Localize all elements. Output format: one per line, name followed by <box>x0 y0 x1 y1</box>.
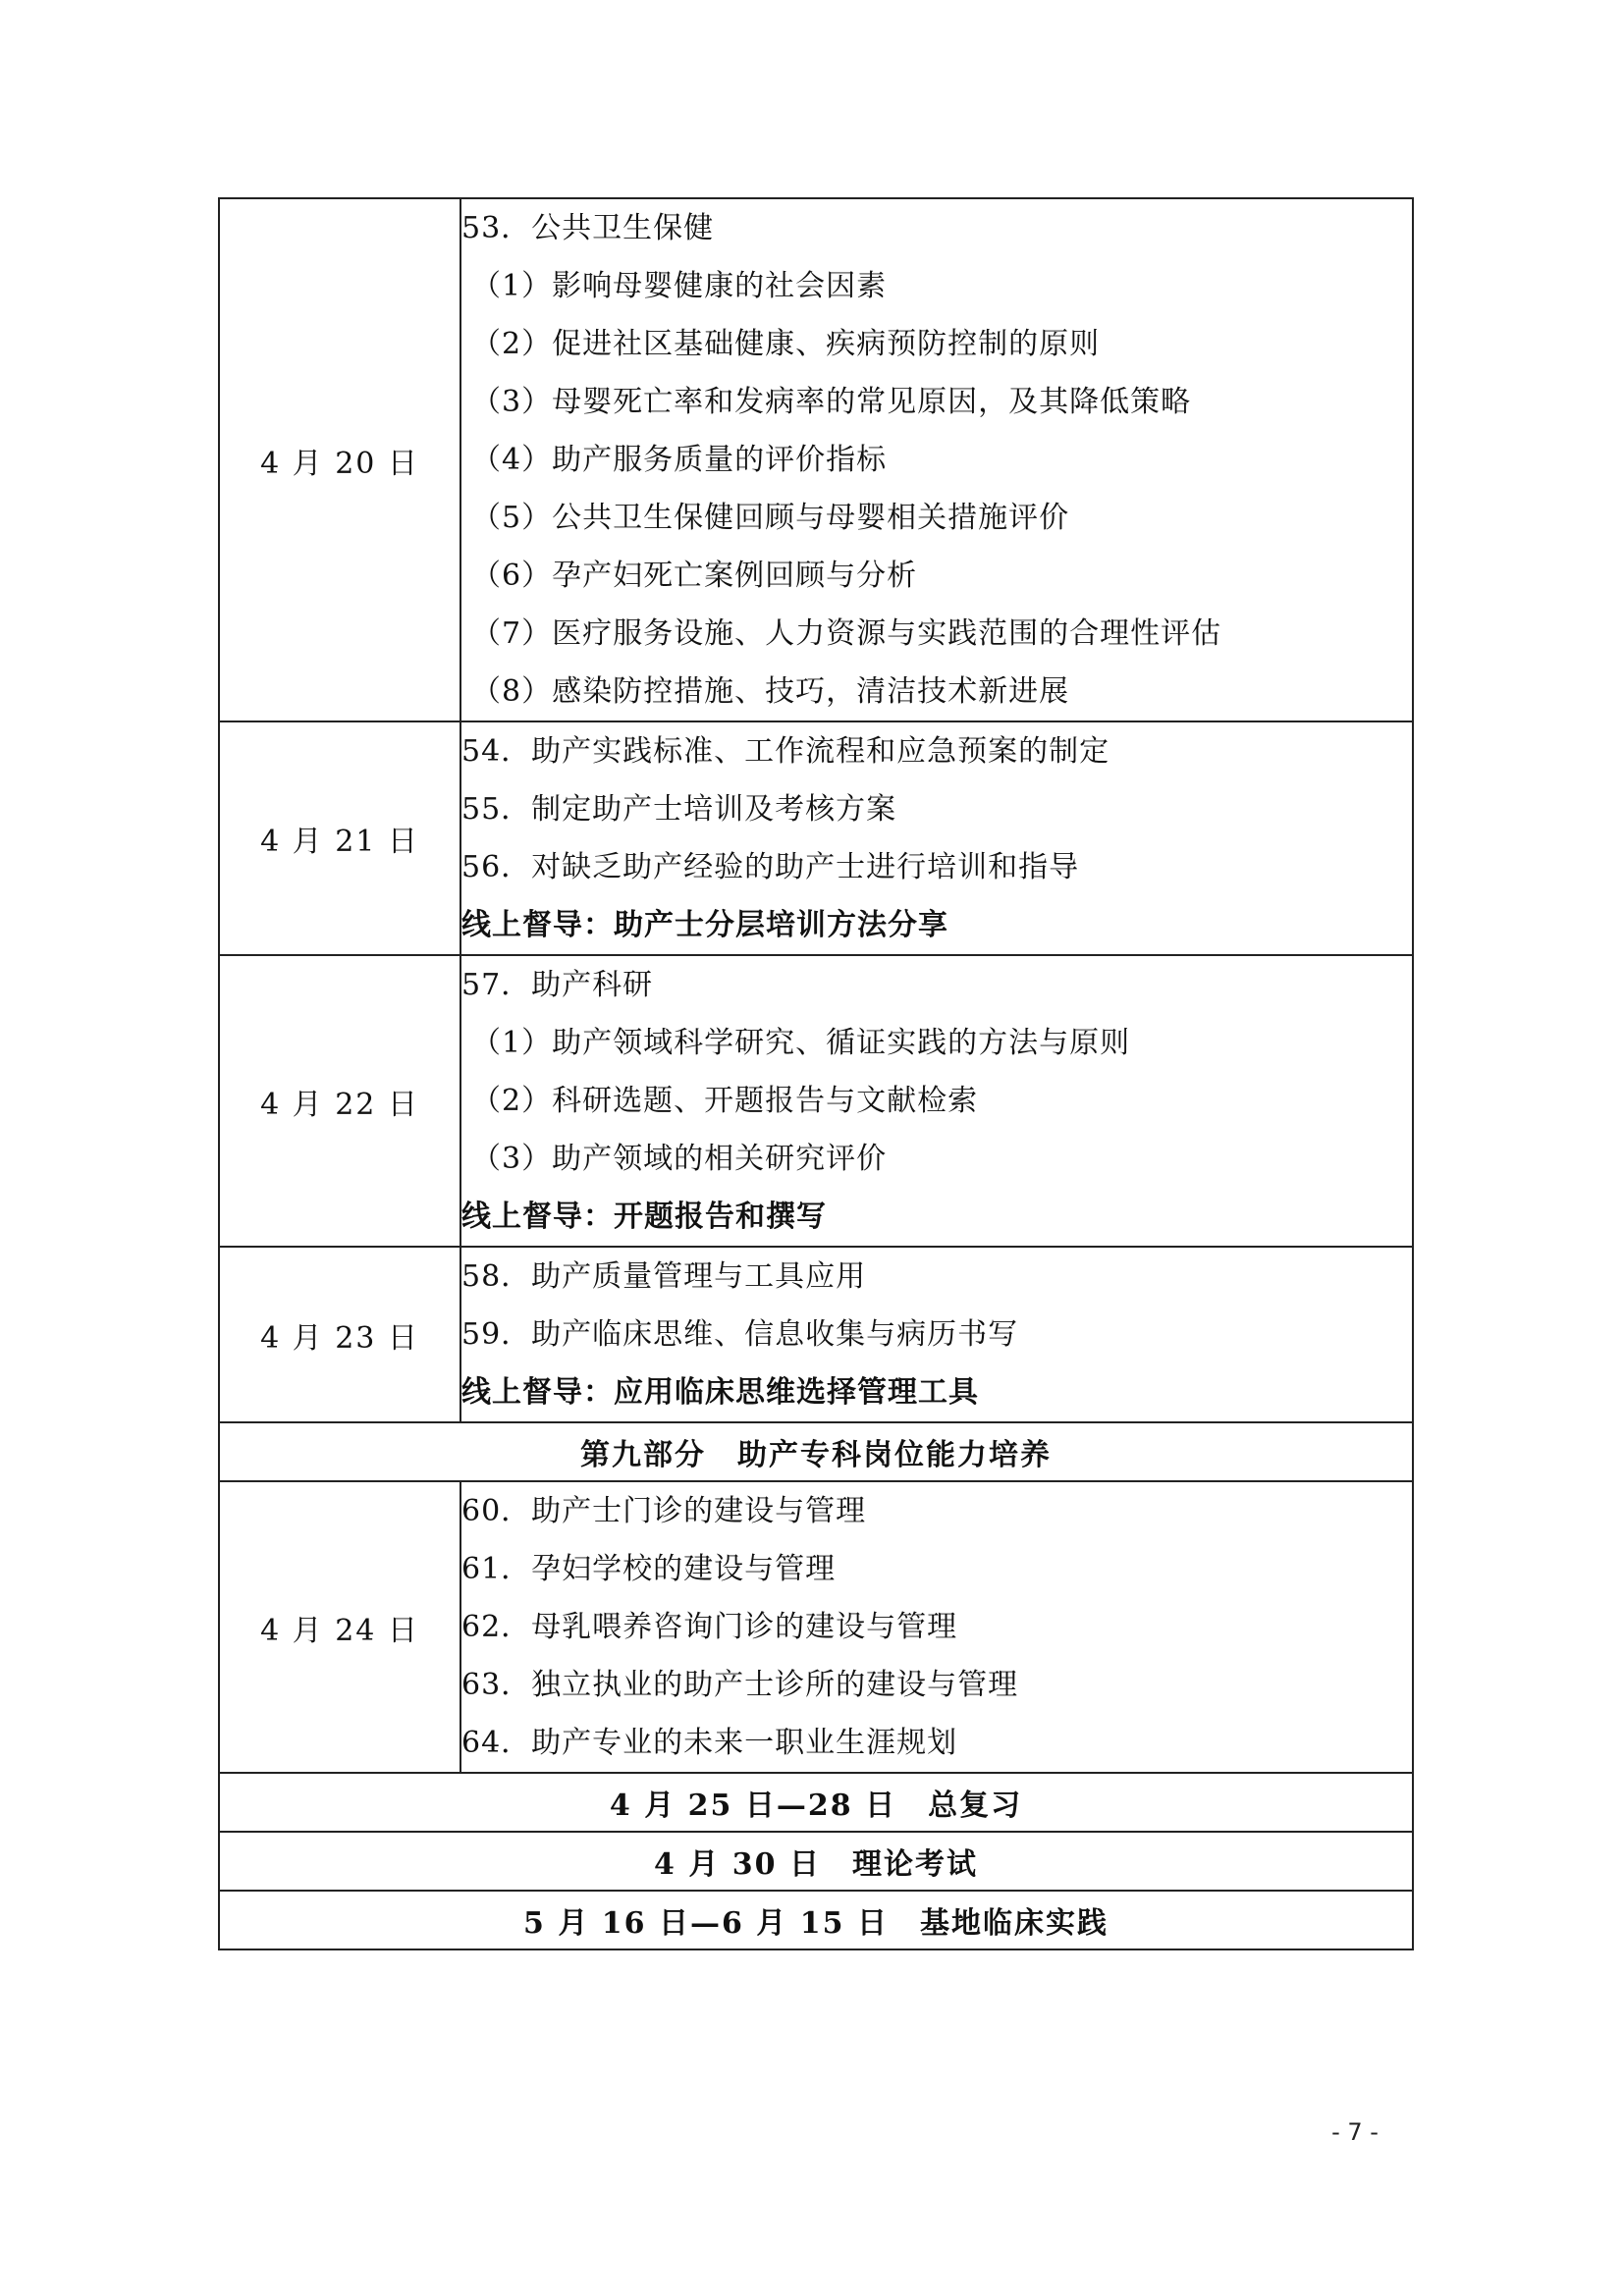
topic-line: 61．孕妇学校的建设与管理 <box>461 1552 837 1586</box>
topic-line: 54．助产实践标准、工作流程和应急预案的制定 <box>461 734 1110 769</box>
content-cell <box>460 1481 1413 1773</box>
date-cell: 4 月 22 日 <box>219 955 460 1247</box>
date-cell: 4 月 20 日 <box>219 198 460 721</box>
supervision-line: 线上督导：开题报告和撰写 <box>461 1200 827 1234</box>
topic-line: 64．助产专业的未来一职业生涯规划 <box>461 1726 958 1760</box>
section-row <box>219 1832 1413 1891</box>
topic-line: （5）公共卫生保健回顾与母婴相关措施评价 <box>471 501 1070 535</box>
section-heading: 4 月 30 日 理论考试 <box>219 1832 1413 1891</box>
topic-line: 63．独立执业的助产士诊所的建设与管理 <box>461 1668 1019 1702</box>
content-cell <box>460 198 1413 721</box>
topic-line: （2）促进社区基础健康、疾病预防控制的原则 <box>471 327 1101 361</box>
section-heading: 4 月 25 日—28 日 总复习 <box>219 1773 1413 1832</box>
date-cell: 4 月 23 日 <box>219 1247 460 1422</box>
schedule-row <box>219 1481 1413 1773</box>
content-cell <box>460 1247 1413 1422</box>
topic-line: （3）母婴死亡率和发病率的常见原因，及其降低策略 <box>471 385 1192 419</box>
topic-line: 57．助产科研 <box>461 968 654 1002</box>
supervision-line: 线上督导：应用临床思维选择管理工具 <box>461 1375 979 1410</box>
topic-line: （1）助产领域科学研究、循证实践的方法与原则 <box>471 1026 1131 1060</box>
section-row <box>219 1773 1413 1832</box>
topic-line: 59．助产临床思维、信息收集与病历书写 <box>461 1317 1019 1352</box>
topic-line: 58．助产质量管理与工具应用 <box>461 1259 867 1294</box>
section-row <box>219 1891 1413 1949</box>
topic-line: 55．制定助产士培训及考核方案 <box>461 792 897 827</box>
topic-line: 53．公共卫生保健 <box>461 211 715 245</box>
content-cell <box>460 721 1413 955</box>
topic-line: 56．对缺乏助产经验的助产士进行培训和指导 <box>461 850 1080 884</box>
schedule-row <box>219 198 1413 721</box>
topic-line: （3）助产领域的相关研究评价 <box>471 1142 888 1176</box>
section-heading: 5 月 16 日—6 月 15 日 基地临床实践 <box>219 1891 1413 1949</box>
topic-line: （6）孕产妇死亡案例回顾与分析 <box>471 559 918 593</box>
topic-line: （2）科研选题、开题报告与文献检索 <box>471 1084 979 1118</box>
topic-line: 60．助产士门诊的建设与管理 <box>461 1494 867 1528</box>
topic-line: （4）助产服务质量的评价指标 <box>471 443 888 477</box>
topic-line: （8）感染防控措施、技巧，清洁技术新进展 <box>471 674 1070 709</box>
schedule-row <box>219 1247 1413 1422</box>
schedule-row <box>219 721 1413 955</box>
content-cell <box>460 955 1413 1247</box>
section-heading: 第九部分 助产专科岗位能力培养 <box>219 1422 1413 1481</box>
date-cell: 4 月 21 日 <box>219 721 460 955</box>
schedule-row <box>219 955 1413 1247</box>
schedule-table-body <box>219 198 1413 1949</box>
topic-line: （1）影响母婴健康的社会因素 <box>471 269 888 303</box>
date-cell: 4 月 24 日 <box>219 1481 460 1773</box>
supervision-line: 线上督导：助产士分层培训方法分享 <box>461 908 948 942</box>
schedule-table <box>218 197 1414 1950</box>
section-row <box>219 1422 1413 1481</box>
topic-line: 62．母乳喂养咨询门诊的建设与管理 <box>461 1610 958 1644</box>
page-number: - 7 - <box>1331 2118 1379 2146</box>
topic-line: （7）医疗服务设施、人力资源与实践范围的合理性评估 <box>471 616 1222 651</box>
